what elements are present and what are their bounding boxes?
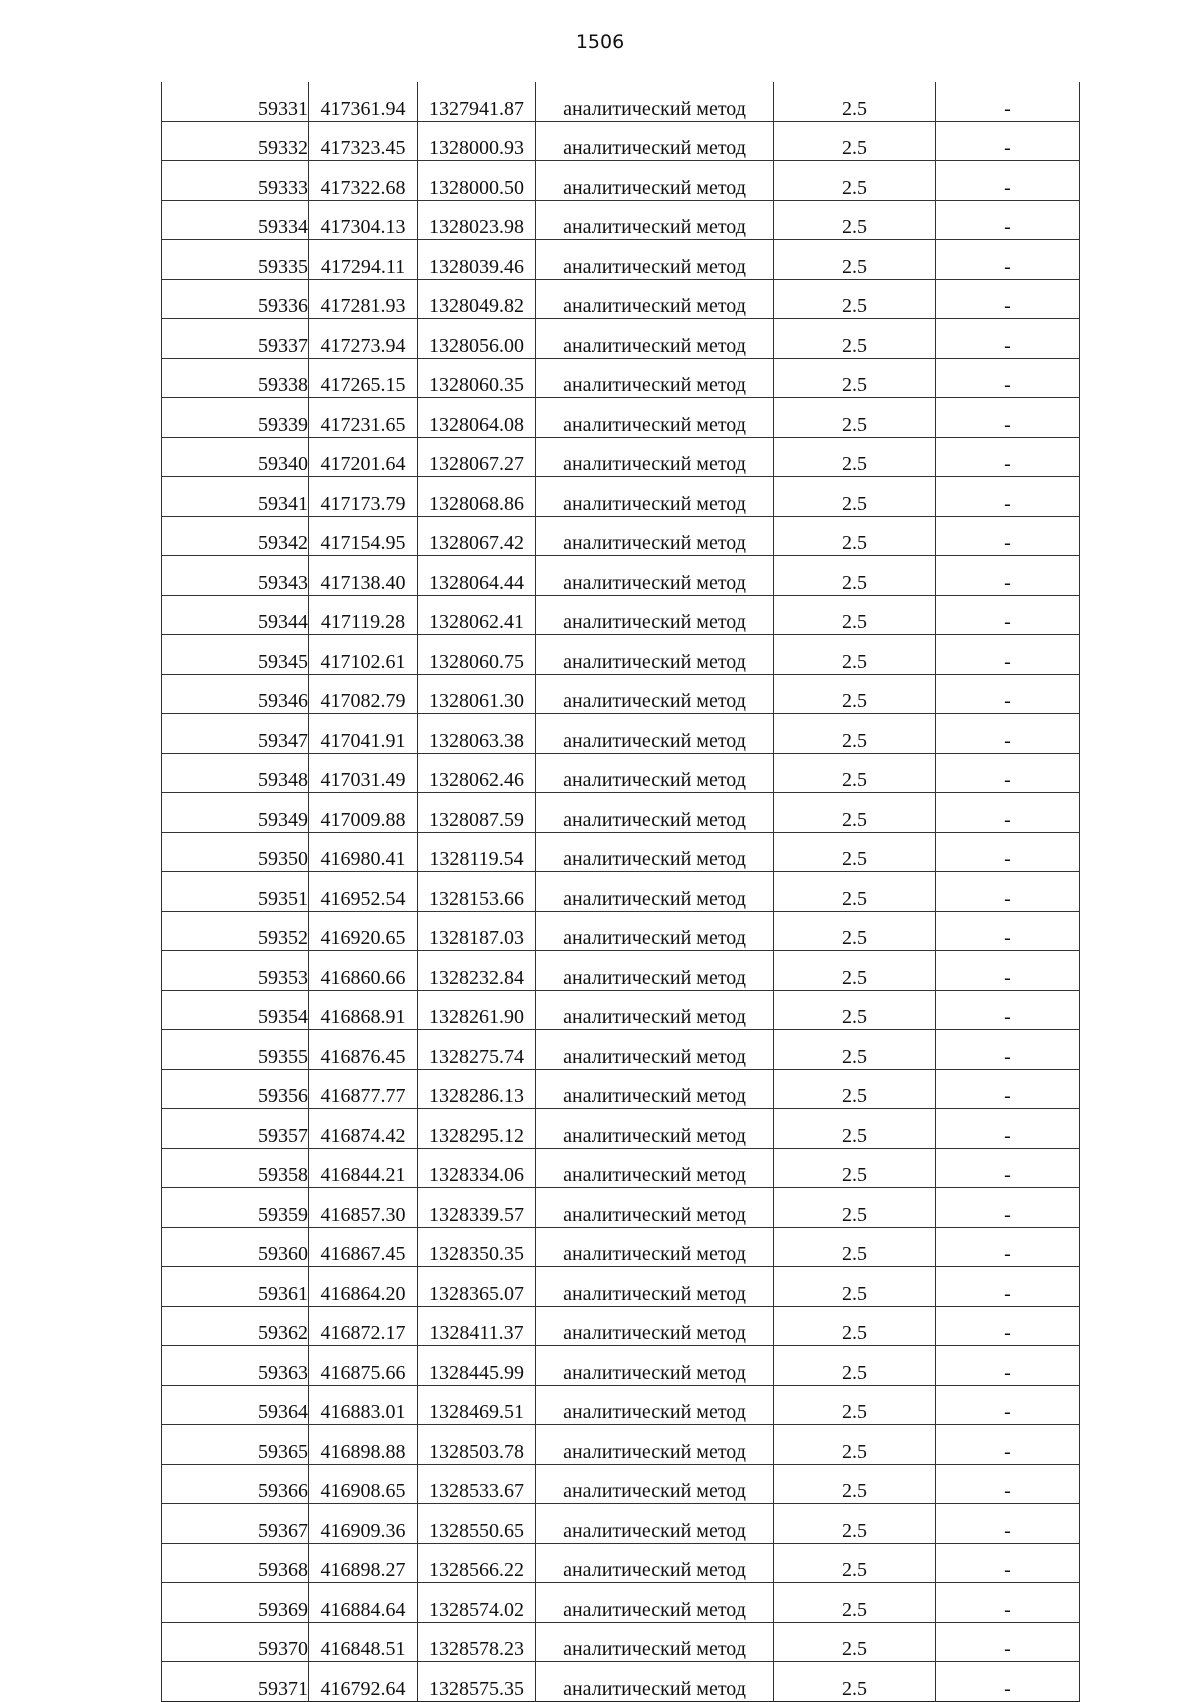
y-coordinate-cell: 1328550.65 bbox=[418, 1504, 536, 1544]
y-coordinate-cell: 1328062.46 bbox=[418, 753, 536, 793]
x-coordinate-cell: 417102.61 bbox=[309, 635, 418, 675]
point-number-cell: 59334 bbox=[162, 200, 309, 240]
page-number: 1506 bbox=[575, 31, 625, 53]
point-number-cell: 59343 bbox=[162, 556, 309, 596]
note-cell: - bbox=[936, 437, 1080, 477]
y-coordinate-cell: 1328000.50 bbox=[418, 161, 536, 201]
method-cell: аналитический метод bbox=[536, 1227, 774, 1267]
point-number-cell: 59336 bbox=[162, 279, 309, 319]
point-number-cell: 59366 bbox=[162, 1464, 309, 1504]
note-cell: - bbox=[936, 1662, 1080, 1702]
x-coordinate-cell: 416874.42 bbox=[309, 1109, 418, 1149]
accuracy-cell: 2.5 bbox=[774, 635, 936, 675]
y-coordinate-cell: 1328056.00 bbox=[418, 319, 536, 359]
note-cell: - bbox=[936, 1069, 1080, 1109]
method-cell: аналитический метод bbox=[536, 1148, 774, 1188]
point-number-cell: 59347 bbox=[162, 714, 309, 754]
x-coordinate-cell: 416872.17 bbox=[309, 1306, 418, 1346]
note-cell: - bbox=[936, 1306, 1080, 1346]
x-coordinate-cell: 416867.45 bbox=[309, 1227, 418, 1267]
note-cell: - bbox=[936, 398, 1080, 438]
method-cell: аналитический метод bbox=[536, 279, 774, 319]
table-row bbox=[162, 595, 1080, 635]
x-coordinate-cell: 417294.11 bbox=[309, 240, 418, 280]
point-number-cell: 59349 bbox=[162, 793, 309, 833]
y-coordinate-cell: 1328067.27 bbox=[418, 437, 536, 477]
x-coordinate-cell: 416868.91 bbox=[309, 990, 418, 1030]
note-cell: - bbox=[936, 82, 1080, 121]
note-cell: - bbox=[936, 832, 1080, 872]
point-number-cell: 59342 bbox=[162, 516, 309, 556]
note-cell: - bbox=[936, 911, 1080, 951]
x-coordinate-cell: 416909.36 bbox=[309, 1504, 418, 1544]
y-coordinate-cell: 1328064.44 bbox=[418, 556, 536, 596]
y-coordinate-cell: 1328064.08 bbox=[418, 398, 536, 438]
note-cell: - bbox=[936, 319, 1080, 359]
accuracy-cell: 2.5 bbox=[774, 477, 936, 517]
note-cell: - bbox=[936, 1109, 1080, 1149]
note-cell: - bbox=[936, 1148, 1080, 1188]
table-body bbox=[162, 82, 1080, 1701]
note-cell: - bbox=[936, 595, 1080, 635]
point-number-cell: 59361 bbox=[162, 1267, 309, 1307]
table-row bbox=[162, 398, 1080, 438]
method-cell: аналитический метод bbox=[536, 753, 774, 793]
x-coordinate-cell: 417322.68 bbox=[309, 161, 418, 201]
table-row bbox=[162, 1306, 1080, 1346]
x-coordinate-cell: 417281.93 bbox=[309, 279, 418, 319]
y-coordinate-cell: 1328261.90 bbox=[418, 990, 536, 1030]
method-cell: аналитический метод bbox=[536, 200, 774, 240]
table-row bbox=[162, 635, 1080, 675]
method-cell: аналитический метод bbox=[536, 872, 774, 912]
accuracy-cell: 2.5 bbox=[774, 200, 936, 240]
point-number-cell: 59331 bbox=[162, 82, 309, 121]
accuracy-cell: 2.5 bbox=[774, 1583, 936, 1623]
y-coordinate-cell: 1328365.07 bbox=[418, 1267, 536, 1307]
point-number-cell: 59352 bbox=[162, 911, 309, 951]
y-coordinate-cell: 1328334.06 bbox=[418, 1148, 536, 1188]
accuracy-cell: 2.5 bbox=[774, 1188, 936, 1228]
point-number-cell: 59355 bbox=[162, 1030, 309, 1070]
method-cell: аналитический метод bbox=[536, 1267, 774, 1307]
accuracy-cell: 2.5 bbox=[774, 753, 936, 793]
y-coordinate-cell: 1328187.03 bbox=[418, 911, 536, 951]
x-coordinate-cell: 416857.30 bbox=[309, 1188, 418, 1228]
note-cell: - bbox=[936, 477, 1080, 517]
note-cell: - bbox=[936, 1385, 1080, 1425]
accuracy-cell: 2.5 bbox=[774, 1227, 936, 1267]
note-cell: - bbox=[936, 556, 1080, 596]
y-coordinate-cell: 1328339.57 bbox=[418, 1188, 536, 1228]
table-row bbox=[162, 556, 1080, 596]
accuracy-cell: 2.5 bbox=[774, 1030, 936, 1070]
table-row bbox=[162, 1346, 1080, 1386]
point-number-cell: 59335 bbox=[162, 240, 309, 280]
accuracy-cell: 2.5 bbox=[774, 1425, 936, 1465]
x-coordinate-cell: 417231.65 bbox=[309, 398, 418, 438]
x-coordinate-cell: 417154.95 bbox=[309, 516, 418, 556]
table-row bbox=[162, 911, 1080, 951]
method-cell: аналитический метод bbox=[536, 911, 774, 951]
x-coordinate-cell: 416848.51 bbox=[309, 1622, 418, 1662]
table-row bbox=[162, 1385, 1080, 1425]
note-cell: - bbox=[936, 1267, 1080, 1307]
table-row bbox=[162, 516, 1080, 556]
method-cell: аналитический метод bbox=[536, 635, 774, 675]
y-coordinate-cell: 1328232.84 bbox=[418, 951, 536, 991]
y-coordinate-cell: 1327941.87 bbox=[418, 82, 536, 121]
x-coordinate-cell: 416884.64 bbox=[309, 1583, 418, 1623]
accuracy-cell: 2.5 bbox=[774, 1306, 936, 1346]
point-number-cell: 59356 bbox=[162, 1069, 309, 1109]
method-cell: аналитический метод bbox=[536, 240, 774, 280]
note-cell: - bbox=[936, 1504, 1080, 1544]
note-cell: - bbox=[936, 872, 1080, 912]
accuracy-cell: 2.5 bbox=[774, 240, 936, 280]
method-cell: аналитический метод bbox=[536, 516, 774, 556]
x-coordinate-cell: 416898.27 bbox=[309, 1543, 418, 1583]
note-cell: - bbox=[936, 753, 1080, 793]
y-coordinate-cell: 1328087.59 bbox=[418, 793, 536, 833]
method-cell: аналитический метод bbox=[536, 358, 774, 398]
y-coordinate-cell: 1328575.35 bbox=[418, 1662, 536, 1702]
x-coordinate-cell: 417031.49 bbox=[309, 753, 418, 793]
point-number-cell: 59365 bbox=[162, 1425, 309, 1465]
note-cell: - bbox=[936, 990, 1080, 1030]
point-number-cell: 59367 bbox=[162, 1504, 309, 1544]
note-cell: - bbox=[936, 1464, 1080, 1504]
y-coordinate-cell: 1328578.23 bbox=[418, 1622, 536, 1662]
x-coordinate-cell: 416875.66 bbox=[309, 1346, 418, 1386]
method-cell: аналитический метод bbox=[536, 990, 774, 1030]
accuracy-cell: 2.5 bbox=[774, 1504, 936, 1544]
note-cell: - bbox=[936, 279, 1080, 319]
table-row bbox=[162, 951, 1080, 991]
method-cell: аналитический метод bbox=[536, 1622, 774, 1662]
note-cell: - bbox=[936, 121, 1080, 161]
method-cell: аналитический метод bbox=[536, 1069, 774, 1109]
table-row bbox=[162, 1622, 1080, 1662]
accuracy-cell: 2.5 bbox=[774, 161, 936, 201]
method-cell: аналитический метод bbox=[536, 1583, 774, 1623]
x-coordinate-cell: 417361.94 bbox=[309, 82, 418, 121]
table-row bbox=[162, 1030, 1080, 1070]
note-cell: - bbox=[936, 951, 1080, 991]
method-cell: аналитический метод bbox=[536, 595, 774, 635]
y-coordinate-cell: 1328445.99 bbox=[418, 1346, 536, 1386]
x-coordinate-cell: 416860.66 bbox=[309, 951, 418, 991]
method-cell: аналитический метод bbox=[536, 1425, 774, 1465]
y-coordinate-cell: 1328039.46 bbox=[418, 240, 536, 280]
accuracy-cell: 2.5 bbox=[774, 1267, 936, 1307]
x-coordinate-cell: 417138.40 bbox=[309, 556, 418, 596]
table-row bbox=[162, 1662, 1080, 1702]
table-row bbox=[162, 1148, 1080, 1188]
accuracy-cell: 2.5 bbox=[774, 437, 936, 477]
table-row bbox=[162, 872, 1080, 912]
point-number-cell: 59359 bbox=[162, 1188, 309, 1228]
x-coordinate-cell: 416883.01 bbox=[309, 1385, 418, 1425]
accuracy-cell: 2.5 bbox=[774, 1148, 936, 1188]
note-cell: - bbox=[936, 161, 1080, 201]
method-cell: аналитический метод bbox=[536, 793, 774, 833]
table-row bbox=[162, 319, 1080, 359]
y-coordinate-cell: 1328350.35 bbox=[418, 1227, 536, 1267]
y-coordinate-cell: 1328060.75 bbox=[418, 635, 536, 675]
accuracy-cell: 2.5 bbox=[774, 911, 936, 951]
note-cell: - bbox=[936, 635, 1080, 675]
x-coordinate-cell: 416908.65 bbox=[309, 1464, 418, 1504]
accuracy-cell: 2.5 bbox=[774, 872, 936, 912]
x-coordinate-cell: 417009.88 bbox=[309, 793, 418, 833]
accuracy-cell: 2.5 bbox=[774, 319, 936, 359]
table-row bbox=[162, 1583, 1080, 1623]
table-row bbox=[162, 674, 1080, 714]
accuracy-cell: 2.5 bbox=[774, 556, 936, 596]
point-number-cell: 59345 bbox=[162, 635, 309, 675]
method-cell: аналитический метод bbox=[536, 1346, 774, 1386]
method-cell: аналитический метод bbox=[536, 121, 774, 161]
y-coordinate-cell: 1328067.42 bbox=[418, 516, 536, 556]
note-cell: - bbox=[936, 1188, 1080, 1228]
y-coordinate-cell: 1328566.22 bbox=[418, 1543, 536, 1583]
y-coordinate-cell: 1328275.74 bbox=[418, 1030, 536, 1070]
table-row bbox=[162, 1227, 1080, 1267]
accuracy-cell: 2.5 bbox=[774, 1069, 936, 1109]
y-coordinate-cell: 1328049.82 bbox=[418, 279, 536, 319]
accuracy-cell: 2.5 bbox=[774, 595, 936, 635]
method-cell: аналитический метод bbox=[536, 1385, 774, 1425]
method-cell: аналитический метод bbox=[536, 319, 774, 359]
note-cell: - bbox=[936, 1622, 1080, 1662]
point-number-cell: 59368 bbox=[162, 1543, 309, 1583]
note-cell: - bbox=[936, 358, 1080, 398]
accuracy-cell: 2.5 bbox=[774, 832, 936, 872]
y-coordinate-cell: 1328574.02 bbox=[418, 1583, 536, 1623]
y-coordinate-cell: 1328295.12 bbox=[418, 1109, 536, 1149]
point-number-cell: 59362 bbox=[162, 1306, 309, 1346]
table-row bbox=[162, 240, 1080, 280]
x-coordinate-cell: 416898.88 bbox=[309, 1425, 418, 1465]
note-cell: - bbox=[936, 793, 1080, 833]
y-coordinate-cell: 1328286.13 bbox=[418, 1069, 536, 1109]
table-row bbox=[162, 1069, 1080, 1109]
method-cell: аналитический метод bbox=[536, 1464, 774, 1504]
point-number-cell: 59340 bbox=[162, 437, 309, 477]
accuracy-cell: 2.5 bbox=[774, 398, 936, 438]
accuracy-cell: 2.5 bbox=[774, 1662, 936, 1702]
table-row bbox=[162, 832, 1080, 872]
note-cell: - bbox=[936, 1425, 1080, 1465]
table-row bbox=[162, 753, 1080, 793]
method-cell: аналитический метод bbox=[536, 437, 774, 477]
table-row bbox=[162, 358, 1080, 398]
table-row bbox=[162, 1464, 1080, 1504]
y-coordinate-cell: 1328061.30 bbox=[418, 674, 536, 714]
accuracy-cell: 2.5 bbox=[774, 358, 936, 398]
table-row bbox=[162, 1543, 1080, 1583]
point-number-cell: 59371 bbox=[162, 1662, 309, 1702]
table-row bbox=[162, 1504, 1080, 1544]
accuracy-cell: 2.5 bbox=[774, 1385, 936, 1425]
method-cell: аналитический метод bbox=[536, 1030, 774, 1070]
y-coordinate-cell: 1328000.93 bbox=[418, 121, 536, 161]
accuracy-cell: 2.5 bbox=[774, 990, 936, 1030]
note-cell: - bbox=[936, 714, 1080, 754]
point-number-cell: 59333 bbox=[162, 161, 309, 201]
y-coordinate-cell: 1328023.98 bbox=[418, 200, 536, 240]
method-cell: аналитический метод bbox=[536, 714, 774, 754]
point-number-cell: 59357 bbox=[162, 1109, 309, 1149]
accuracy-cell: 2.5 bbox=[774, 279, 936, 319]
point-number-cell: 59337 bbox=[162, 319, 309, 359]
point-number-cell: 59369 bbox=[162, 1583, 309, 1623]
x-coordinate-cell: 416920.65 bbox=[309, 911, 418, 951]
method-cell: аналитический метод bbox=[536, 161, 774, 201]
point-number-cell: 59341 bbox=[162, 477, 309, 517]
point-number-cell: 59358 bbox=[162, 1148, 309, 1188]
accuracy-cell: 2.5 bbox=[774, 516, 936, 556]
point-number-cell: 59370 bbox=[162, 1622, 309, 1662]
method-cell: аналитический метод bbox=[536, 1306, 774, 1346]
method-cell: аналитический метод bbox=[536, 951, 774, 991]
y-coordinate-cell: 1328068.86 bbox=[418, 477, 536, 517]
x-coordinate-cell: 417323.45 bbox=[309, 121, 418, 161]
x-coordinate-cell: 417173.79 bbox=[309, 477, 418, 517]
point-number-cell: 59348 bbox=[162, 753, 309, 793]
x-coordinate-cell: 417304.13 bbox=[309, 200, 418, 240]
note-cell: - bbox=[936, 1543, 1080, 1583]
x-coordinate-cell: 417273.94 bbox=[309, 319, 418, 359]
point-number-cell: 59364 bbox=[162, 1385, 309, 1425]
table-row bbox=[162, 1425, 1080, 1465]
accuracy-cell: 2.5 bbox=[774, 951, 936, 991]
x-coordinate-cell: 417119.28 bbox=[309, 595, 418, 635]
x-coordinate-cell: 416876.45 bbox=[309, 1030, 418, 1070]
method-cell: аналитический метод bbox=[536, 1662, 774, 1702]
x-coordinate-cell: 417082.79 bbox=[309, 674, 418, 714]
point-number-cell: 59346 bbox=[162, 674, 309, 714]
x-coordinate-cell: 416792.64 bbox=[309, 1662, 418, 1702]
x-coordinate-cell: 417201.64 bbox=[309, 437, 418, 477]
y-coordinate-cell: 1328060.35 bbox=[418, 358, 536, 398]
x-coordinate-cell: 417041.91 bbox=[309, 714, 418, 754]
x-coordinate-cell: 417265.15 bbox=[309, 358, 418, 398]
table-row bbox=[162, 1267, 1080, 1307]
point-number-cell: 59344 bbox=[162, 595, 309, 635]
table-row bbox=[162, 200, 1080, 240]
accuracy-cell: 2.5 bbox=[774, 82, 936, 121]
y-coordinate-cell: 1328153.66 bbox=[418, 872, 536, 912]
method-cell: аналитический метод bbox=[536, 1543, 774, 1583]
y-coordinate-cell: 1328533.67 bbox=[418, 1464, 536, 1504]
accuracy-cell: 2.5 bbox=[774, 1464, 936, 1504]
point-number-cell: 59363 bbox=[162, 1346, 309, 1386]
coordinates-table bbox=[161, 82, 1080, 1702]
method-cell: аналитический метод bbox=[536, 1188, 774, 1228]
point-number-cell: 59351 bbox=[162, 872, 309, 912]
y-coordinate-cell: 1328469.51 bbox=[418, 1385, 536, 1425]
table-row bbox=[162, 714, 1080, 754]
point-number-cell: 59360 bbox=[162, 1227, 309, 1267]
method-cell: аналитический метод bbox=[536, 556, 774, 596]
table-row bbox=[162, 437, 1080, 477]
y-coordinate-cell: 1328119.54 bbox=[418, 832, 536, 872]
note-cell: - bbox=[936, 516, 1080, 556]
y-coordinate-cell: 1328062.41 bbox=[418, 595, 536, 635]
accuracy-cell: 2.5 bbox=[774, 793, 936, 833]
point-number-cell: 59338 bbox=[162, 358, 309, 398]
point-number-cell: 59353 bbox=[162, 951, 309, 991]
note-cell: - bbox=[936, 1227, 1080, 1267]
table-row bbox=[162, 82, 1080, 121]
table-row bbox=[162, 1109, 1080, 1149]
method-cell: аналитический метод bbox=[536, 832, 774, 872]
note-cell: - bbox=[936, 1346, 1080, 1386]
table-row bbox=[162, 793, 1080, 833]
method-cell: аналитический метод bbox=[536, 82, 774, 121]
accuracy-cell: 2.5 bbox=[774, 714, 936, 754]
method-cell: аналитический метод bbox=[536, 477, 774, 517]
y-coordinate-cell: 1328411.37 bbox=[418, 1306, 536, 1346]
note-cell: - bbox=[936, 240, 1080, 280]
method-cell: аналитический метод bbox=[536, 1109, 774, 1149]
x-coordinate-cell: 416864.20 bbox=[309, 1267, 418, 1307]
y-coordinate-cell: 1328063.38 bbox=[418, 714, 536, 754]
accuracy-cell: 2.5 bbox=[774, 674, 936, 714]
note-cell: - bbox=[936, 200, 1080, 240]
x-coordinate-cell: 416952.54 bbox=[309, 872, 418, 912]
table-row bbox=[162, 161, 1080, 201]
accuracy-cell: 2.5 bbox=[774, 1543, 936, 1583]
accuracy-cell: 2.5 bbox=[774, 1109, 936, 1149]
note-cell: - bbox=[936, 1030, 1080, 1070]
table-row bbox=[162, 279, 1080, 319]
accuracy-cell: 2.5 bbox=[774, 1346, 936, 1386]
point-number-cell: 59350 bbox=[162, 832, 309, 872]
method-cell: аналитический метод bbox=[536, 1504, 774, 1544]
table-row bbox=[162, 477, 1080, 517]
table-row bbox=[162, 121, 1080, 161]
accuracy-cell: 2.5 bbox=[774, 121, 936, 161]
x-coordinate-cell: 416980.41 bbox=[309, 832, 418, 872]
table-row bbox=[162, 990, 1080, 1030]
table-row bbox=[162, 1188, 1080, 1228]
point-number-cell: 59354 bbox=[162, 990, 309, 1030]
x-coordinate-cell: 416844.21 bbox=[309, 1148, 418, 1188]
y-coordinate-cell: 1328503.78 bbox=[418, 1425, 536, 1465]
note-cell: - bbox=[936, 1583, 1080, 1623]
method-cell: аналитический метод bbox=[536, 674, 774, 714]
note-cell: - bbox=[936, 674, 1080, 714]
x-coordinate-cell: 416877.77 bbox=[309, 1069, 418, 1109]
point-number-cell: 59332 bbox=[162, 121, 309, 161]
point-number-cell: 59339 bbox=[162, 398, 309, 438]
method-cell: аналитический метод bbox=[536, 398, 774, 438]
accuracy-cell: 2.5 bbox=[774, 1622, 936, 1662]
